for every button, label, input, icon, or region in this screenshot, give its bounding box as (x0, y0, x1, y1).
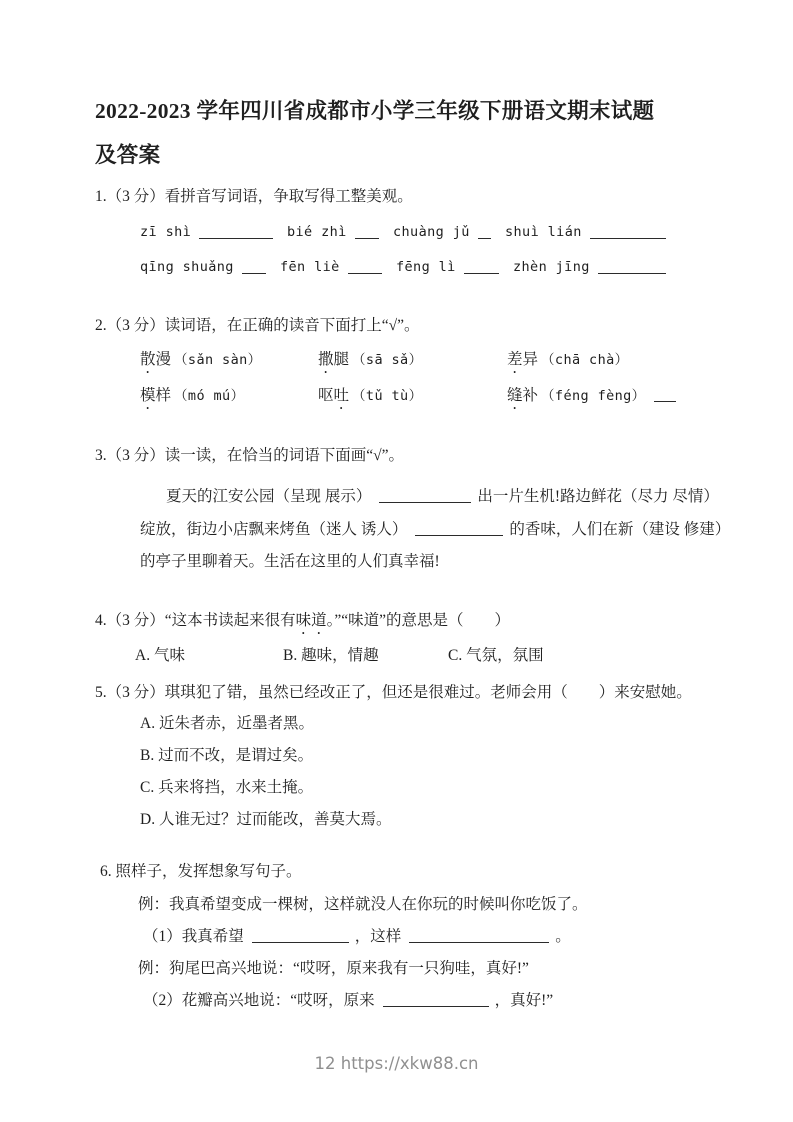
answer-blank (415, 521, 503, 536)
emphasized-word: 味道 (295, 612, 327, 629)
pinyin-options: （féng fèng） (541, 388, 646, 404)
q3-text: 绽放，街边小店飘来烤鱼（迷人 诱人） (140, 521, 408, 538)
q6-stem: 6. 照样子，发挥想象写句子。 (100, 863, 302, 880)
q1-item-3 (393, 221, 505, 243)
q2-stem: 2.（3 分）读词语，在正确的读音下面打上“√”。 (95, 317, 420, 334)
word-text: 样 (155, 387, 172, 404)
q2-word-6 (507, 385, 700, 413)
q2-word-1 (140, 349, 318, 377)
pinyin-options: （mó mú） (174, 388, 245, 404)
q5-option-a: A. 近朱者赤，近墨者黑。 (140, 715, 314, 732)
answer-blank (464, 259, 499, 274)
pinyin-label: qīng shuǎng (140, 259, 234, 275)
q2-word-row-2 (140, 385, 700, 413)
page-title-line-2: 及答案 (95, 143, 161, 167)
q2-word-5 (318, 385, 507, 413)
q1-item-2 (287, 221, 393, 243)
emphasized-char: 模 (140, 387, 156, 404)
q6-example-2: 例：狗尾巴高兴地说：“哎呀，原来我有一只狗哇，真好!” (138, 960, 529, 977)
emphasized-char: 差 (507, 351, 523, 368)
word-text: 呕 (318, 387, 334, 404)
q1-pinyin-row-1 (140, 221, 680, 243)
word-text: 腿 (333, 351, 350, 368)
q6-example-1: 例：我真希望变成一棵树，这样就没人在你玩的时候叫你吃饭了。 (138, 896, 588, 913)
q6-text: ，真好!” (494, 992, 554, 1009)
q6-text: （2）花瓣高兴地说：“哎呀，原来 (143, 992, 375, 1009)
pinyin-options: （chā chà） (541, 352, 629, 368)
q1-item-4 (505, 221, 680, 243)
emphasized-char: 撒 (318, 351, 334, 368)
q6-fill-item-1 (143, 926, 571, 948)
answer-blank (199, 224, 273, 239)
emphasized-char: 吐 (333, 387, 350, 404)
q5-option-d: D. 人谁无过？过而能改，善莫大焉。 (140, 811, 392, 828)
page-title-line-1: 2022-2023 学年四川省成都市小学三年级下册语文期末试题 (95, 99, 655, 123)
pinyin-label: fēn liè (280, 259, 340, 275)
pinyin-options: （sǎn sàn） (174, 352, 262, 368)
q1-item-8 (513, 256, 680, 278)
pinyin-label: bié zhì (287, 224, 347, 240)
emphasized-char: 散 (140, 351, 156, 368)
word-text: 异 (522, 351, 539, 368)
word-text: 漫 (155, 351, 172, 368)
word-text: 补 (522, 387, 539, 404)
q6-text: （1）我真希望 (143, 928, 244, 945)
answer-blank (598, 259, 666, 274)
q1-item-7 (396, 256, 513, 278)
pinyin-label: fēng lì (396, 259, 456, 275)
q1-item-5 (140, 256, 280, 278)
q1-stem: 1.（3 分）看拼音写词语，争取写得工整美观。 (95, 188, 413, 205)
answer-blank (348, 259, 382, 274)
q3-text: 出一片生机!路边鲜花（尽力 尽情） (477, 488, 719, 505)
answer-blank (355, 224, 379, 239)
q4-option-c: C. 气氛，氛围 (448, 647, 544, 664)
q5-option-b: B. 过而不改，是谓过矣。 (140, 747, 314, 764)
q2-word-4 (140, 385, 318, 413)
q3-paragraph-line-3: 的亭子里聊着天。生活在这里的人们真幸福! (140, 553, 440, 570)
q2-word-2 (318, 349, 507, 377)
pinyin-label: zhèn jīng (513, 259, 590, 275)
q6-text: ，这样 (354, 928, 402, 945)
answer-blank (409, 928, 549, 943)
q2-word-row-1 (140, 349, 700, 377)
q3-stem: 3.（3 分）读一读，在恰当的词语下面画“√”。 (95, 447, 405, 464)
q3-paragraph-line-2 (140, 519, 730, 541)
answer-blank (242, 259, 266, 274)
answer-blank (383, 992, 489, 1007)
answer-blank (379, 488, 471, 503)
answer-blank (590, 224, 666, 239)
emphasized-char: 缝 (507, 387, 523, 404)
q1-item-1 (140, 221, 287, 243)
q2-word-3 (507, 349, 700, 377)
q4-option-a: A. 气味 (135, 647, 185, 664)
q4-stem (95, 610, 510, 638)
q1-item-6 (280, 256, 396, 278)
q6-text: 。 (555, 928, 571, 945)
answer-blank (654, 387, 676, 402)
q5-stem: 5.（3 分）琪琪犯了错，虽然已经改正了，但还是很难过。老师会用（ ）来安慰她。 (95, 684, 692, 701)
q5-option-c: C. 兵来将挡，水来土掩。 (140, 779, 314, 796)
footer-page-number-and-url: 12 https://xkw88.cn (314, 1054, 479, 1073)
pinyin-options: （sā sǎ） (352, 352, 423, 368)
q3-paragraph-line-1 (166, 486, 719, 508)
pinyin-label: shuì lián (505, 224, 582, 240)
q4-stem-text: 。”“味道”的意思是（ ） (326, 612, 511, 629)
pinyin-options: （tǔ tù） (352, 388, 423, 404)
q3-text: 的香味，人们在新（建设 修建） (509, 521, 731, 538)
q1-pinyin-row-2 (140, 256, 680, 278)
q3-text: 夏天的江安公园（呈现 展示） (166, 488, 372, 505)
answer-blank (478, 224, 491, 239)
pinyin-label: zī shì (140, 224, 192, 240)
pinyin-label: chuàng jǔ (393, 224, 470, 240)
q4-stem-text: 4.（3 分）“这本书读起来很有 (95, 612, 296, 629)
q4-option-b: B. 趣味，情趣 (283, 647, 379, 664)
q6-fill-item-2 (143, 990, 553, 1012)
answer-blank (252, 928, 349, 943)
q4-options-row (135, 645, 695, 667)
